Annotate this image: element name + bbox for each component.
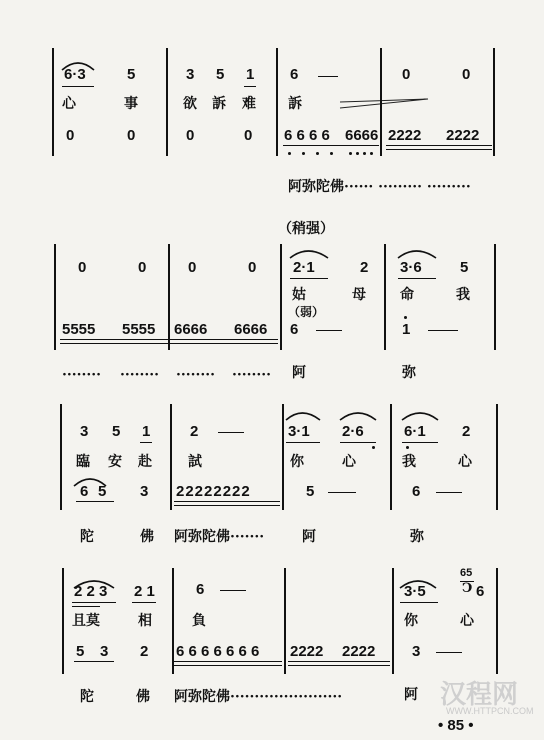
dash: [428, 330, 458, 331]
lyric: 訴: [288, 96, 302, 112]
note: 2: [462, 423, 471, 440]
chant-text: 阿: [404, 687, 418, 703]
lyric: 試: [188, 454, 202, 470]
note: 5: [112, 423, 121, 440]
slur: [340, 413, 376, 420]
barline: [493, 48, 495, 156]
bass-note: 3: [100, 643, 109, 660]
grace-note: 65: [460, 567, 473, 579]
barline: [52, 48, 54, 156]
weak-marking: （弱）: [288, 305, 325, 319]
chant-text: 阿弥陀佛·······: [174, 529, 265, 545]
lyric: 臨: [76, 454, 90, 470]
bass-note: 3: [140, 483, 149, 500]
underline: [174, 501, 280, 502]
underline: [340, 442, 376, 443]
note: 3·6: [400, 259, 422, 276]
barline: [390, 404, 392, 510]
lyric: 安: [108, 454, 122, 470]
bass-note: 2222: [388, 127, 422, 144]
underline: [288, 665, 390, 666]
bass-note: 2222: [342, 643, 376, 660]
barline: [380, 48, 382, 156]
note: 3·1: [288, 423, 310, 440]
watermark-logo: 汉程网: [440, 679, 519, 709]
underline: [174, 661, 282, 662]
underline: [402, 442, 438, 443]
chant-text: 弥: [402, 365, 416, 381]
bass-note: 0: [244, 127, 253, 144]
lyric: 相: [138, 613, 152, 629]
bass-note: 2222: [446, 127, 480, 144]
bass-note: 6666: [174, 321, 208, 338]
underline: [132, 602, 156, 603]
note: 2: [190, 423, 199, 440]
underline: [386, 145, 492, 146]
chant-text: 陀: [80, 529, 94, 545]
bass-note: 6: [80, 483, 89, 500]
chant-text: 弥: [410, 529, 424, 545]
lyric: 心: [342, 454, 356, 470]
barline: [62, 568, 64, 674]
lyric: 难: [242, 96, 256, 112]
barline: [60, 404, 62, 510]
lyric: 我: [402, 454, 416, 470]
bass-note: 6: [290, 321, 299, 338]
dot: [404, 316, 407, 319]
dash: [318, 76, 338, 77]
underline: [60, 343, 278, 344]
lyric: 心: [458, 454, 472, 470]
underline: [72, 606, 100, 607]
bass-note: 6666: [234, 321, 268, 338]
note: 6·3: [64, 66, 86, 83]
dash: [436, 492, 462, 493]
note: 3: [186, 66, 195, 83]
underline: [60, 339, 278, 340]
crescendo-hairpin: [340, 99, 428, 108]
chant-text: ········: [176, 367, 215, 383]
underline: [400, 602, 438, 603]
note: 3: [80, 423, 89, 440]
underline: [76, 501, 114, 502]
lyric: 你: [290, 454, 304, 470]
note: 6: [196, 581, 205, 598]
underline: [286, 442, 320, 443]
underline: [72, 602, 116, 603]
dot: [288, 152, 291, 155]
note: 1: [142, 423, 151, 440]
dot: [349, 152, 352, 155]
barline: [392, 568, 394, 674]
dynamic-marking: （稍强）: [278, 221, 334, 237]
slur: [290, 251, 328, 258]
chant-text: 阿弥陀佛······ ········· ·········: [288, 179, 471, 195]
bass-note: 0: [127, 127, 136, 144]
bass-note: 0: [66, 127, 75, 144]
rest: 0: [188, 259, 197, 276]
lyric: 心: [62, 96, 76, 112]
lyric: 訴: [212, 96, 226, 112]
chant-text: 阿: [302, 529, 316, 545]
barline: [284, 568, 286, 674]
bass-note: 5555: [122, 321, 156, 338]
rest: 0: [402, 66, 411, 83]
bass-note: 6: [412, 483, 421, 500]
note: 1: [246, 66, 255, 83]
barline: [384, 244, 386, 350]
barline: [168, 244, 170, 350]
underline: [62, 86, 94, 87]
dot: [356, 152, 359, 155]
dash: [328, 492, 356, 493]
bass-note: 5: [98, 483, 107, 500]
lyric: 事: [124, 96, 138, 112]
note: 2·6: [342, 423, 364, 440]
rest: 0: [462, 66, 471, 83]
rest: 0: [248, 259, 257, 276]
barline: [166, 48, 168, 156]
underline: [174, 665, 282, 666]
lyric: 母: [352, 287, 366, 303]
dot: [370, 152, 373, 155]
chant-text: ········: [62, 367, 101, 383]
rest: 0: [78, 259, 87, 276]
slur: [402, 413, 438, 420]
underline: [386, 149, 492, 150]
chant-text: 陀: [80, 689, 94, 705]
barline: [496, 568, 498, 674]
note: 2 2 3: [74, 583, 108, 600]
underline: [398, 278, 436, 279]
note: 5: [216, 66, 225, 83]
note: 3·5: [404, 583, 426, 600]
bass-note: 5: [306, 483, 315, 500]
underline: [283, 145, 379, 146]
note: 6: [290, 66, 299, 83]
lyric: 負: [192, 613, 206, 629]
lyric: 赴: [138, 454, 152, 470]
dash: [436, 652, 462, 653]
dot: [316, 152, 319, 155]
chant-text: 佛: [140, 529, 154, 545]
watermark-url: WWW.HTTPCN.COM: [446, 706, 534, 716]
chant-text: 阿: [292, 365, 306, 381]
underline: [290, 278, 328, 279]
bass-note: 6 6 6 6: [284, 127, 330, 144]
rest: 0: [138, 259, 147, 276]
lyric: 心: [460, 613, 474, 629]
lyric: 且莫: [72, 613, 100, 629]
lyric: 欲: [183, 96, 197, 112]
barline: [54, 244, 56, 350]
bass-note: 2222: [290, 643, 324, 660]
lyric: 姑: [292, 287, 306, 303]
bass-note: 1: [402, 321, 411, 338]
chant-text: ········: [120, 367, 159, 383]
barline: [170, 404, 172, 510]
lyric: 你: [404, 613, 418, 629]
dot: [406, 446, 409, 449]
chant-text: 佛: [136, 689, 150, 705]
note: 2 1: [134, 583, 155, 600]
underline: [140, 442, 152, 443]
note: 5: [460, 259, 469, 276]
page-number: • 85 •: [438, 717, 474, 734]
note: 2·1: [293, 259, 315, 276]
barline: [282, 404, 284, 510]
dash: [220, 590, 246, 591]
dot: [372, 446, 375, 449]
dot: [330, 152, 333, 155]
lyric: 命: [400, 287, 414, 303]
bass-note: 3: [412, 643, 421, 660]
bass-note: 0: [186, 127, 195, 144]
underline: [174, 505, 280, 506]
underline: [74, 661, 114, 662]
dash: [316, 330, 342, 331]
barline: [276, 48, 278, 156]
slur: [398, 251, 436, 258]
barline: [496, 404, 498, 510]
dot: [302, 152, 305, 155]
grace-curve: Ↄ: [462, 581, 473, 596]
bass-note: 2: [140, 643, 149, 660]
bass-note: 22222222: [176, 483, 251, 500]
chant-text: ········: [232, 367, 271, 383]
bass-note: 5: [76, 643, 85, 660]
bass-note: 6666: [345, 127, 379, 144]
lyric: 我: [456, 287, 470, 303]
bass-note: 5555: [62, 321, 96, 338]
dot: [363, 152, 366, 155]
underline: [244, 86, 256, 87]
barline: [172, 568, 174, 674]
note: 6: [476, 583, 485, 600]
bass-note: 6 6 6 6 6 6 6: [176, 643, 260, 660]
dash: [218, 432, 244, 433]
barline: [280, 244, 282, 350]
barline: [494, 244, 496, 350]
slur: [286, 413, 320, 420]
note: 6·1: [404, 423, 426, 440]
note: 2: [360, 259, 369, 276]
chant-text: 阿弥陀佛·······················: [174, 689, 343, 705]
underline: [288, 661, 390, 662]
note: 5: [127, 66, 136, 83]
